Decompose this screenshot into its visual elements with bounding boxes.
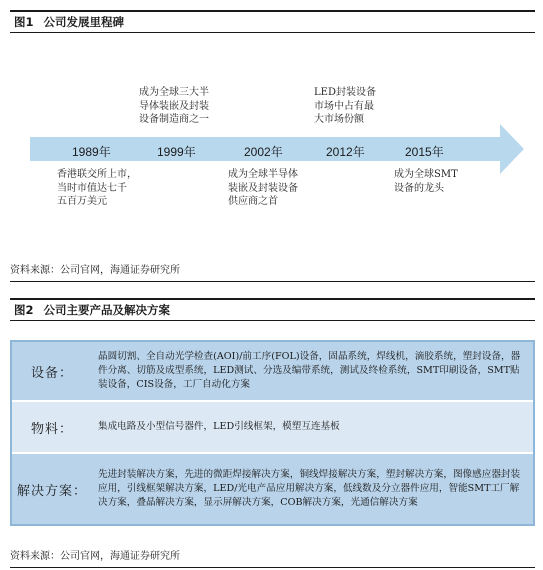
milestone-timeline bbox=[0, 40, 543, 260]
row-description: 晶圆切割、全自动光学检查(AOI)/前工序(FOL)设备，固晶系统，焊线机，滴胶系统，塑封设备，器件分离、切筋及成型系统，LED测试、分选及编带系统，测试及终检系统，SMT印刷设备，SMT贴装设备，CIS设备，工厂自动化方案 bbox=[98, 351, 521, 390]
row-description: 集成电路及小型信号器件，LED引线框架，模塑互连基板 bbox=[98, 421, 340, 432]
figure1-title: 公司发展里程碑 bbox=[43, 15, 125, 29]
figure2-header bbox=[10, 298, 535, 321]
table-row-equipment bbox=[12, 342, 533, 400]
milestone-year-2002: 2002年 bbox=[244, 145, 283, 159]
figure2-title: 公司主要产品及解决方案 bbox=[43, 303, 171, 317]
milestone-note-2002: 成为全球半导体 装嵌及封装设备 供应商之首 bbox=[228, 169, 298, 207]
row-category: 设备： bbox=[30, 365, 73, 381]
milestone-note-2015: 成为全球SMT 设备的龙头 bbox=[394, 169, 458, 194]
milestone-year-1999: 1999年 bbox=[157, 145, 196, 159]
figure1-number: 图1 bbox=[14, 15, 34, 29]
milestone-year-1989: 1989年 bbox=[72, 145, 111, 159]
row-category: 解决方案： bbox=[16, 483, 87, 499]
table-row-solutions bbox=[12, 454, 533, 524]
figure2-source: 资料来源：公司官网，海通证券研究所 bbox=[10, 550, 535, 568]
figure1-source: 资料来源：公司官网，海通证券研究所 bbox=[10, 264, 535, 282]
products-table bbox=[10, 340, 535, 526]
milestone-year-2012: 2012年 bbox=[326, 145, 365, 159]
figure1-header bbox=[10, 10, 535, 33]
milestone-note-1989: 香港联交所上市， 当时市值达七千 五百万美元 bbox=[57, 169, 137, 207]
row-description: 先进封装解决方案，先进的微距焊接解决方案，铜线焊接解决方案，塑封解决方案，图像感应器封装应用，引线框架解决方案，LED/光电产品应用解决方案，低线数及分立器件应用，智能SMT工厂解决方案，叠晶解决方案，显示屏解决方案，COB解决方案，光通信解决方案 bbox=[98, 469, 521, 508]
milestone-note-2012: LED封装设备 市场中占有最 大市场份额 bbox=[314, 87, 376, 125]
figure2-number: 图2 bbox=[14, 303, 34, 317]
row-category: 物料： bbox=[30, 421, 73, 437]
milestone-year-2015: 2015年 bbox=[405, 145, 444, 159]
milestone-note-1999: 成为全球三大半 导体装嵌及封装 设备制造商之一 bbox=[139, 87, 209, 125]
table-row-materials bbox=[12, 402, 533, 452]
